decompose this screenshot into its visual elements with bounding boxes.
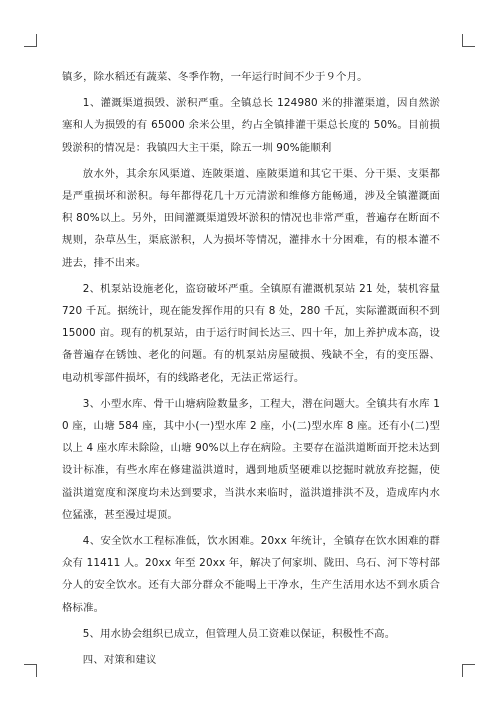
paragraph-channel-damage: 放水外，其余东风渠道、连陂渠道、座陂渠道和其它干渠、分干渠、支渠都是严重损坏和淤积。每年都得花几十万元清淤和维修方能畅通，涉及全镇灌溉面积 80%以上。另外，田间灌溉渠道毁坏淤积的情况也非常严重，普遍存在断面不规则，杂草丛生，渠底淤积，人为损坏等情况，灌排水十分困难，有的根本灌不进去，排不出来。 <box>62 167 440 269</box>
crop-mark-top-left <box>24 34 37 47</box>
paragraph-irrigation-channels: 1、灌溉渠道损毁、淤积严重。全镇总长 124980 米的排灌渠道，因自然淤塞和人为损毁的有 65000 余米公里，约占全镇排灌干渠总长度的 50%。目前损毁淤积的情况是：我镇四大主干渠，除五一圳 90%能顺利 <box>62 97 440 154</box>
paragraph-water-association: 5、用水协会组织已成立，但管理人员工资难以保证，积极性不高。 <box>82 627 396 640</box>
paragraph-reservoirs: 3、小型水库、骨干山塘病险数量多，工程大，潜在问题大。全镇共有水库 10 座，山塘 584 座，其中小(一)型水库 2 座，小(二)型水库 8 座。还有小(二)型以上 4 座水库未除险，山塘 90%以上存在病险。主要存在溢洪道断面开挖未达到设计标准，有些水库在修建溢洪道时，遇到地质坚硬难以挖掘时就放弃挖掘，使溢洪道宽度和深度均未达到要求，当洪水来临时，溢洪道排洪不及，造成库内水位猛涨，甚至漫过堤顶。 <box>62 397 440 521</box>
paragraph-pump-stations: 2、机泵站设施老化，盗窃破坏严重。全镇原有灌溉机泵站 21 处，装机容量 720 千瓦。据统计，现在能发挥作用的只有 8 处，280 千瓦，实际灌溉面积不到 15000 亩。现有的机泵站，由于运行时间长达三、四十年，加上养护成本高，设备普遍存在锈蚀、老化的问题。有的机泵站房屋破损、残缺不全，有的变压器、电动机零部件损坏，有的线路老化，无法正常运行。 <box>62 282 440 384</box>
paragraph-drinking-water: 4、安全饮水工程标准低，饮水困难。20xx 年统计，全镇存在饮水困难的群众有 11411 人。20xx 年至 20xx 年，解决了何家圳、陇田、乌石、河下等村部分人的安全饮水。还有大部分群众不能喝上干净水，生产生活用水达不到水质合格标准。 <box>62 535 440 614</box>
document-body <box>62 66 440 671</box>
crop-mark-bottom-left <box>24 664 37 677</box>
section-heading-countermeasures: 四、对策和建议 <box>82 654 157 667</box>
crop-mark-top-right <box>462 34 475 47</box>
paragraph-continuation: 镇多，除水稻还有蔬菜、冬季作物，一年运行时间不少于９个月。 <box>62 71 368 83</box>
crop-mark-bottom-right <box>462 664 475 677</box>
